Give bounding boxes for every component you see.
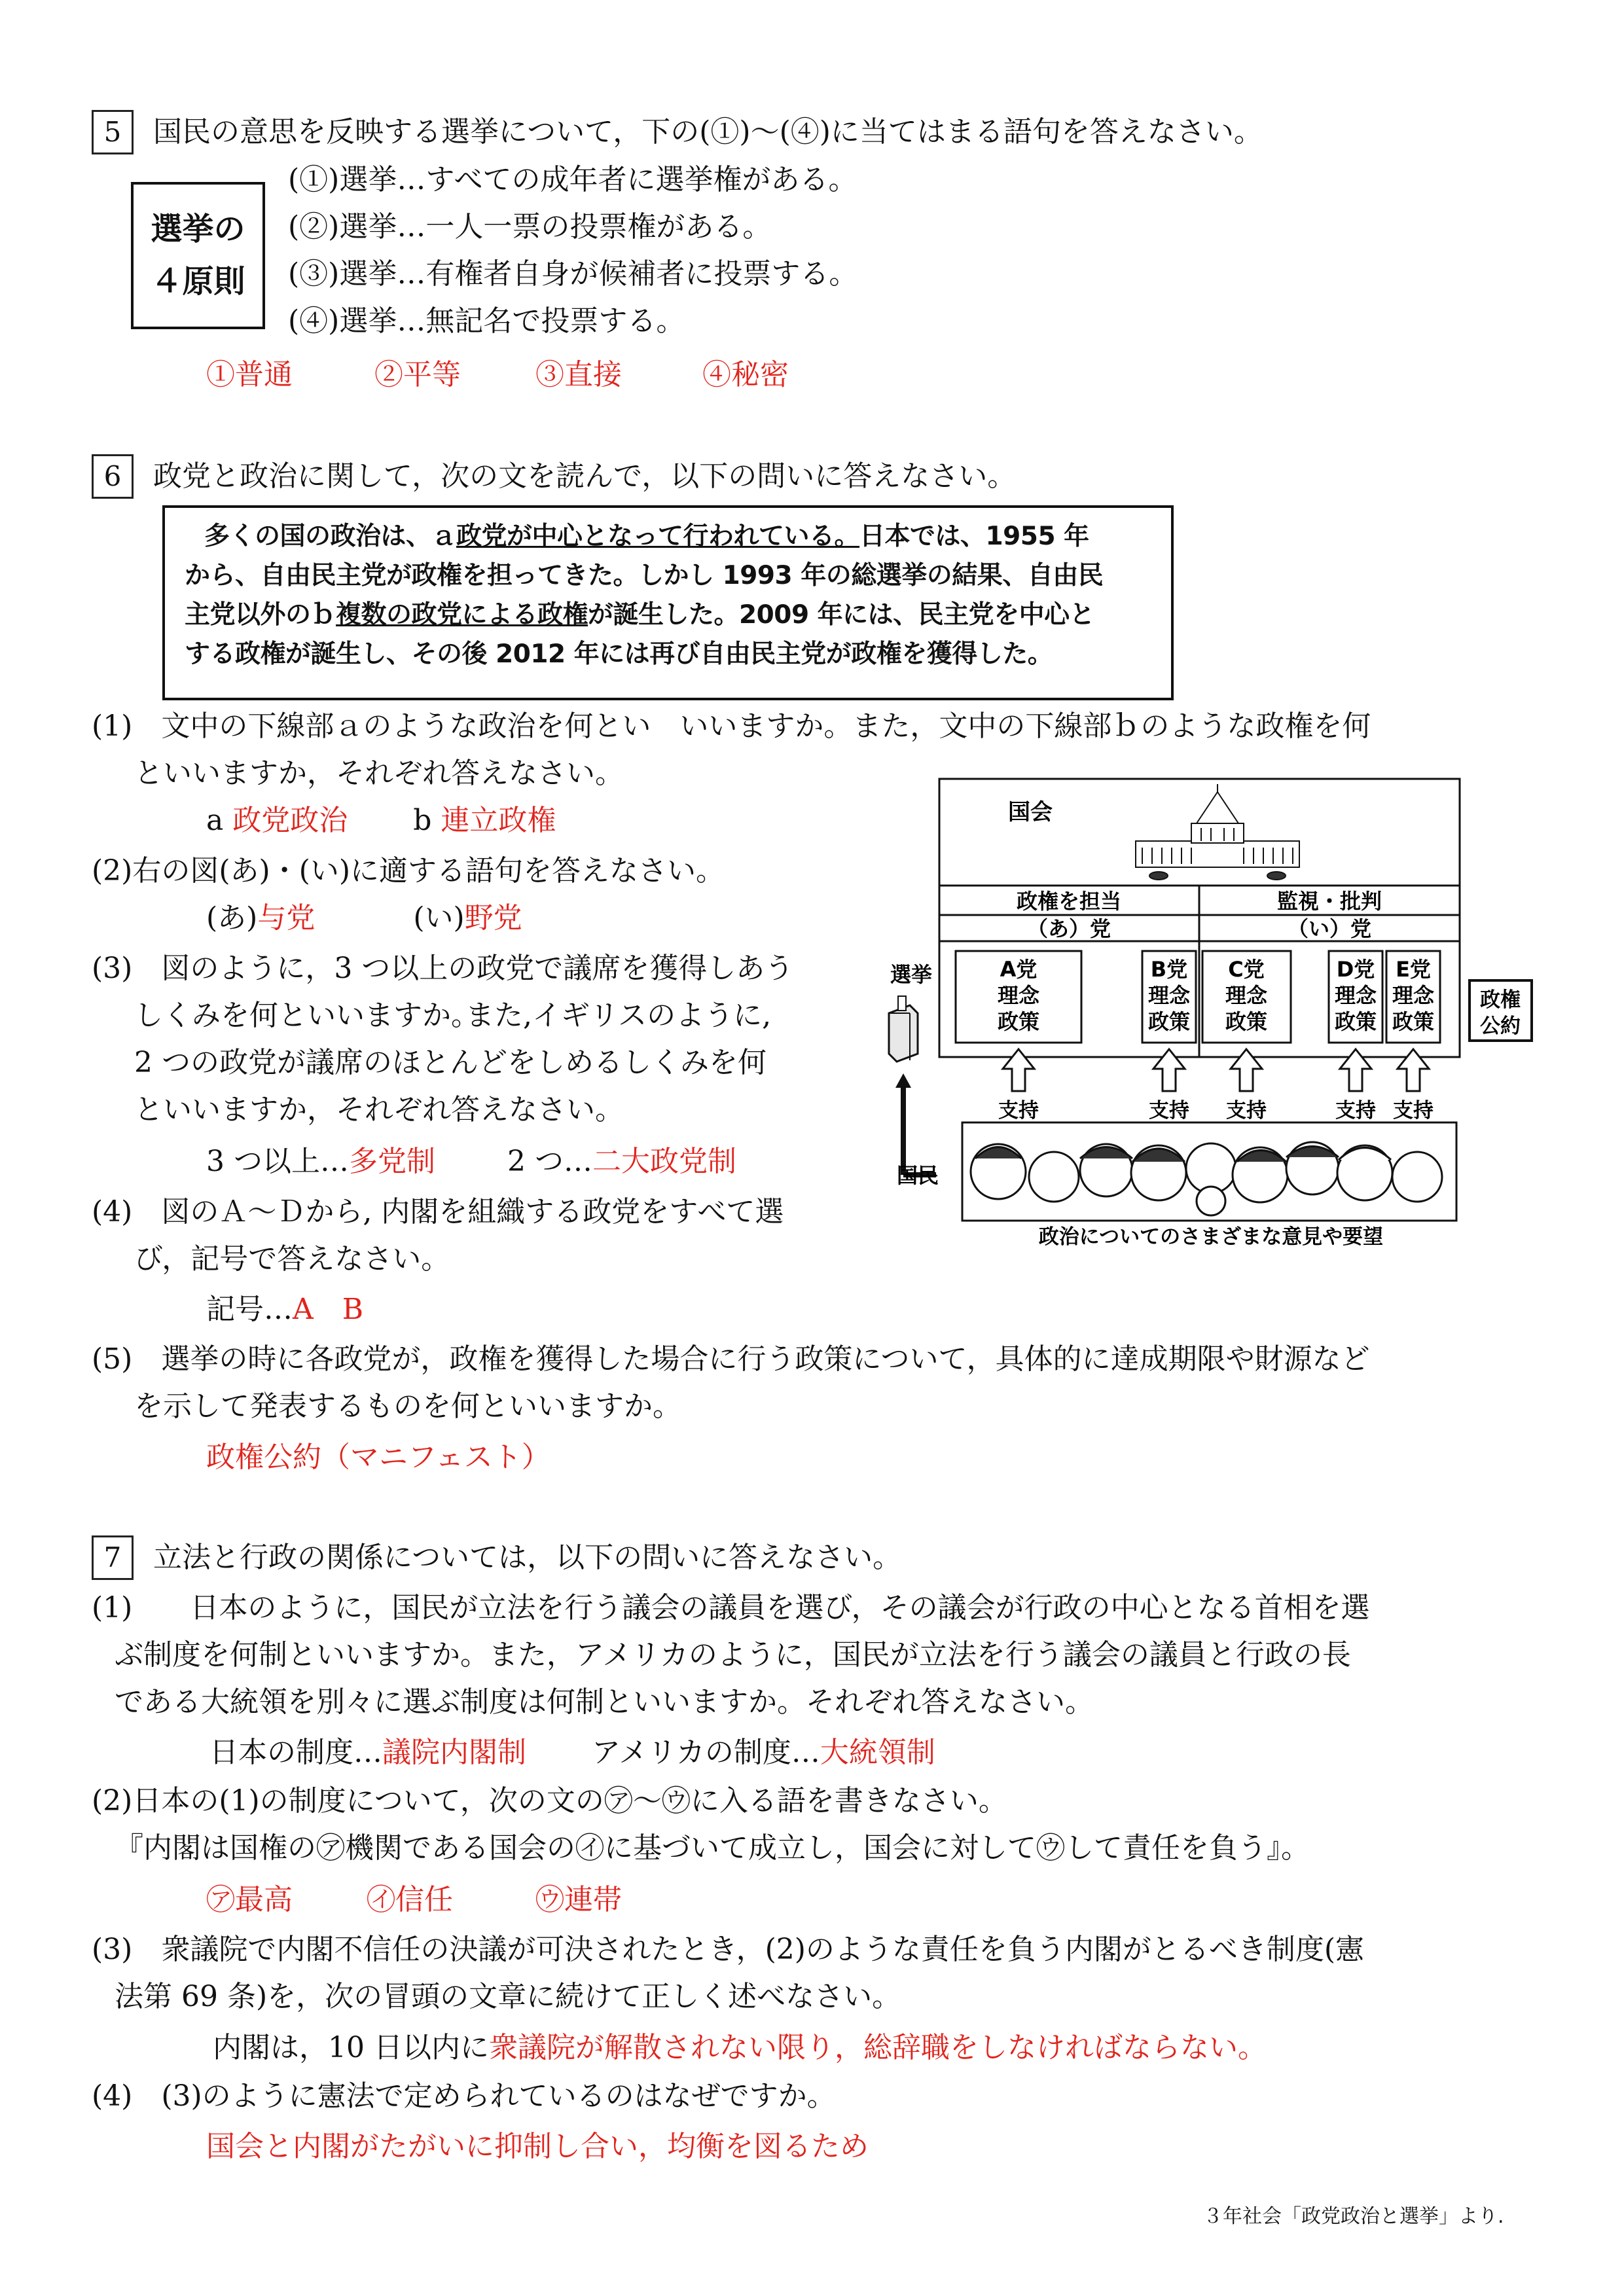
support-label-e: 支持	[1393, 1099, 1434, 1122]
q6-p1-answers	[206, 804, 556, 838]
underline-b: 複数の政党による政権	[336, 600, 588, 630]
party-e-name: E党	[1396, 957, 1431, 982]
q6-p5-line1: (5) 選挙の時に各政党が，政権を獲得した場合に行う政策について，具体的に達成期限や財源など	[92, 1342, 1370, 1376]
manifesto-l2: 公約	[1480, 1014, 1521, 1038]
q6-p5-line2: を示して発表するものを何といいますか。	[134, 1390, 681, 1423]
answer-a: 多党制	[348, 1145, 435, 1178]
q6-p3-line1: (3) 図のように，3 つ以上の政党で議席を獲得しあう	[92, 952, 794, 985]
q6-p1-line2: といいますか，それぞれ答えなさい。	[134, 757, 624, 790]
answer-b: 二大政党制	[592, 1145, 736, 1178]
support-label-a: 支持	[998, 1099, 1039, 1122]
q7-p2-line2: 『内閣は国権の㋐機関である国会の㋑に基づいて成立し，国会に対して㋒して責任を負う』。	[115, 1831, 1310, 1865]
support-arrow-c	[1231, 1049, 1262, 1091]
q6-p3-line4: といいますか，それぞれ答えなさい。	[134, 1093, 624, 1126]
q6-p4-line1: (4) 図のＡ〜Ｄから, 内閣を組織する政党をすべて選	[92, 1195, 784, 1229]
q7-p2-answer-1: ㋐最高	[206, 1883, 293, 1916]
passage-text: 主党以外のｂ	[185, 600, 336, 630]
support-arrow-a	[1003, 1049, 1034, 1091]
q5-answer-1: ①普通	[206, 358, 293, 391]
answer-label: a	[206, 804, 233, 837]
manifesto-l1: 政権	[1480, 988, 1521, 1012]
box-line-1: 選挙の	[151, 211, 245, 247]
answer-text: 衆議院が解散されない限り，総辞職をしなければならない。	[488, 2031, 1267, 2064]
q6-p5-answer: 政権公約（マニフェスト）	[206, 1441, 550, 1474]
party-e-l2: 理念	[1392, 983, 1435, 1008]
q5-answer-3: ③直接	[535, 358, 622, 391]
underline-a: 政党が中心となって行われている。	[456, 522, 860, 551]
ballot-box-icon	[889, 996, 918, 1062]
support-label-d: 支持	[1335, 1099, 1376, 1122]
answer-b: 野党	[464, 901, 522, 935]
q7-p3-line2: 法第 69 条)を，次の冒頭の文章に続けて正しく述べなさい。	[115, 1980, 901, 2013]
vote-arrow-icon	[895, 1073, 936, 1175]
q6-p4-answer	[206, 1293, 363, 1327]
four-principles-box	[131, 182, 265, 329]
answer-b: 大統領制	[820, 1736, 935, 1769]
passage-text: する政権が誕生し、その後 2012 年には再び自由民主党が政権を獲得した。	[185, 639, 1053, 669]
party-politics-diagram	[884, 766, 1548, 1250]
q6-p3-answers	[206, 1145, 736, 1179]
party-c-l2: 理念	[1225, 983, 1268, 1008]
support-arrow-e	[1398, 1049, 1429, 1091]
right-party-label: （い）党	[1287, 916, 1372, 941]
q7-p2-answer-2: ㋑信任	[367, 1883, 453, 1916]
q5-heading	[92, 110, 1263, 154]
left-party-label: （あ）党	[1026, 916, 1111, 941]
q7-p4-line1: (4) (3)のように憲法で定められているのはなぜですか。	[92, 2079, 836, 2113]
senkyo-label: 選挙	[890, 962, 933, 987]
q5-number: 5	[92, 110, 134, 154]
passage-text: から、自由民主党が政権を担ってきた。しかし 1993 年の総選挙の結果、自由民	[185, 561, 1104, 590]
party-b-name: B党	[1150, 957, 1188, 982]
q5-line-3: (③)選挙…有権者自身が候補者に投票する。	[288, 257, 858, 291]
citizens-caption: 政治についてのさまざまな意見や要望	[1038, 1225, 1384, 1249]
q5-answer-2: ②平等	[374, 358, 461, 391]
party-d-l2: 理念	[1334, 983, 1377, 1008]
answer-a: 与党	[257, 901, 316, 935]
support-arrow-d	[1340, 1049, 1371, 1091]
answer-label: 記号…	[206, 1293, 293, 1326]
q7-p2-line1: (2)日本の(1)の制度について，次の文の㋐〜㋒に入る語を書きなさい。	[92, 1784, 1007, 1818]
passage-text: 多くの国の政治は、ａ	[204, 522, 457, 551]
q6-p3-line3: 2 つの政党が議席のほとんどをしめるしくみを何	[134, 1046, 767, 1079]
q7-p1-line2: ぶ制度を何制といいますか。また，アメリカのように，国民が立法を行う議会の議員と行政の長	[115, 1638, 1351, 1672]
q7-number: 7	[92, 1535, 134, 1580]
q6-prompt: 政党と政治に関して，次の文を読んで，以下の問いに答えなさい。	[153, 459, 1017, 493]
answer-label: 3 つ以上…	[206, 1145, 349, 1178]
party-b-l2: 理念	[1147, 983, 1191, 1008]
q6-p3-line2: しくみを何といいますか｡また,イギリスのように,	[134, 999, 772, 1032]
q7-p1-answers	[209, 1736, 935, 1770]
q5-line-4: (④)選挙…無記名で投票する。	[288, 304, 685, 338]
q6-p2-answers	[206, 902, 522, 935]
q7-p2-answer-3: ㋒連帯	[535, 1883, 622, 1916]
answer-label: (あ)	[206, 901, 258, 935]
q6-p2-line1: (2)右の図(あ)・(い)に適する語句を答えなさい。	[92, 854, 725, 888]
q6-p1-line1: (1) 文中の下線部ａのような政治を何とい いいますか。また，文中の下線部ｂのような政権を何	[92, 709, 1371, 743]
party-c-l3: 政策	[1225, 1009, 1268, 1034]
q5-line-2: (②)選挙…一人一票の投票権がある。	[288, 210, 772, 243]
answer-label: 日本の制度…	[209, 1736, 382, 1769]
party-a-name: A党	[1000, 957, 1038, 982]
q7-p3-line1: (3) 衆議院で内閣不信任の決議が可決されたとき，(2)のような責任を負う内閣がとるべき制度(憲	[92, 1933, 1365, 1966]
support-arrow-b	[1153, 1049, 1185, 1091]
q7-p4-answer: 国会と内閣がたがいに抑制し合い，均衡を図るため	[206, 2130, 869, 2163]
kokumin-label: 国民	[897, 1163, 939, 1188]
support-label-c: 支持	[1226, 1099, 1267, 1122]
q6-p4-line2: び，記号で答えなさい。	[134, 1242, 450, 1276]
support-arrows	[1003, 1049, 1429, 1091]
reading-passage	[162, 505, 1174, 700]
kokkai-label: 国会	[1008, 799, 1053, 825]
party-c-name: C党	[1228, 957, 1265, 982]
q5-answer-4: ④秘密	[702, 358, 789, 391]
answer-label: 2 つ…	[507, 1145, 592, 1178]
party-e-l3: 政策	[1392, 1009, 1435, 1034]
box-line-2: ４原則	[151, 263, 245, 300]
answer-label: 内閣は，10 日以内に	[213, 2031, 489, 2064]
q6-number: 6	[92, 454, 134, 499]
q7-p1-line1: (1) 日本のように，国民が立法を行う議会の議員を選び，その議会が行政の中心となる首相を選	[92, 1591, 1370, 1624]
answer-a: 議院内閣制	[382, 1736, 526, 1769]
citizens-faces-icon	[971, 1142, 1442, 1215]
left-header: 政権を担当	[1016, 889, 1122, 914]
source-footer: ３年社会「政党政治と選挙」より.	[1203, 2205, 1504, 2228]
q7-prompt: 立法と行政の関係については，以下の問いに答えなさい。	[153, 1541, 902, 1574]
passage-text: 日本では、1955 年	[859, 522, 1089, 551]
q7-p1-line3: である大統領を別々に選ぶ制度は何制といいますか。それぞれ答えなさい。	[115, 1685, 1094, 1719]
answer-label: アメリカの制度…	[592, 1736, 820, 1769]
diet-building-icon	[1136, 784, 1299, 880]
q7-heading	[92, 1535, 901, 1580]
answer-symbols: A B	[293, 1293, 364, 1326]
party-a-l3: 政策	[997, 1009, 1040, 1034]
party-d-name: D党	[1336, 957, 1375, 982]
answer-label: (い)	[413, 901, 465, 935]
q7-p3-answer	[213, 2032, 1267, 2065]
q5-prompt: 国民の意思を反映する選挙について，下の(①)〜(④)に当てはまる語句を答えなさい。	[153, 115, 1263, 149]
q6-heading	[92, 454, 1016, 499]
party-a-l2: 理念	[997, 983, 1040, 1008]
q5-line-1: (①)選挙…すべての成年者に選挙権がある。	[288, 163, 857, 196]
passage-text: が誕生した。2009 年には、民主党を中心と	[588, 600, 1095, 630]
answer-b: 連立政権	[441, 804, 556, 837]
answer-a: 政党政治	[232, 804, 348, 837]
party-b-l3: 政策	[1147, 1009, 1191, 1034]
answer-label: b	[413, 804, 441, 837]
party-d-l3: 政策	[1334, 1009, 1377, 1034]
right-header: 監視・批判	[1276, 889, 1382, 914]
support-label-b: 支持	[1149, 1099, 1189, 1122]
